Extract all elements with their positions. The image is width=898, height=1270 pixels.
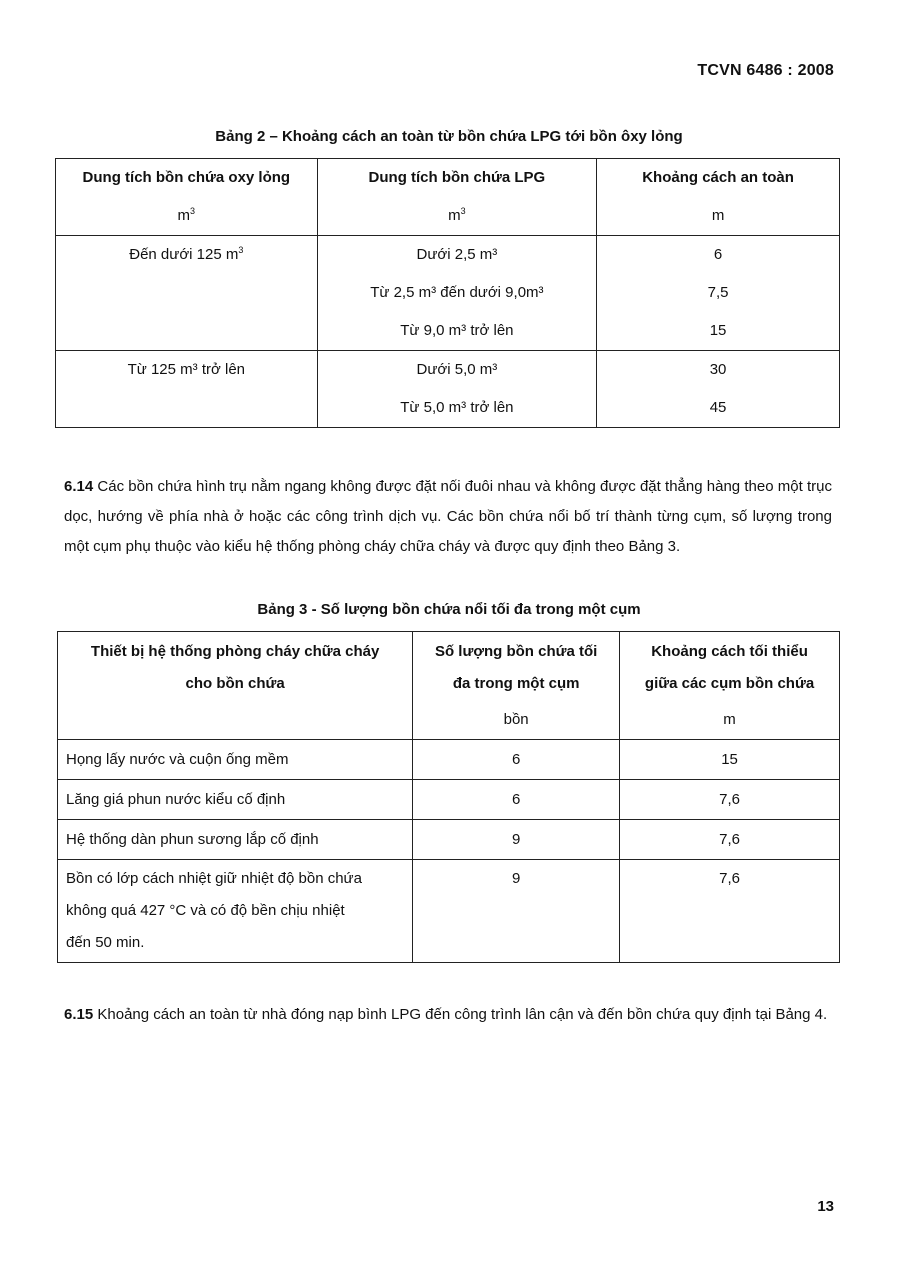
distance-cell xyxy=(620,860,840,963)
table-2-caption: Bảng 2 – Khoảng cách an toàn từ bồn chứa LPG tới bồn ôxy lỏng xyxy=(215,128,683,145)
table-row xyxy=(56,351,840,428)
count-value: 6 xyxy=(511,751,521,768)
header-line: Số lượng bồn chứa tối xyxy=(434,643,598,660)
standard-code: TCVN 6486 : 2008 xyxy=(697,62,834,79)
table-header-row xyxy=(56,159,840,236)
count-cell xyxy=(413,740,620,780)
section-number: 6.15 xyxy=(64,1006,94,1023)
oxygen-value: Đến dưới 125 $m^3$ xyxy=(129,245,244,263)
header-unit: $m^3$ xyxy=(177,206,196,224)
distance-value: 7,6 xyxy=(719,791,740,808)
header-line: Thiết bị hệ thống phòng cháy chữa cháy xyxy=(90,643,380,660)
header-min-distance xyxy=(620,632,840,740)
header-equipment xyxy=(58,632,413,740)
header-label: Dung tích bồn chứa oxy lỏng xyxy=(82,169,291,186)
lpg-value: Từ 5,0 m³ trở lên xyxy=(400,399,514,416)
distance-value: 6 xyxy=(713,246,723,263)
equipment-cell xyxy=(58,780,413,820)
equipment-line: Họng lấy nước và cuộn ống mềm xyxy=(66,751,289,768)
oxygen-cell xyxy=(56,351,318,428)
table-3 xyxy=(57,631,840,963)
section-6-14 xyxy=(64,472,832,562)
lpg-cell xyxy=(317,236,597,351)
lpg-value: Từ 2,5 m³ đến dưới 9,0m³ xyxy=(370,284,544,301)
distance-cell xyxy=(597,236,840,351)
table-header-row xyxy=(58,632,840,740)
equipment-line: Lăng giá phun nước kiểu cố định xyxy=(66,791,286,808)
page-number: 13 xyxy=(817,1198,834,1215)
equipment-line: Bồn có lớp cách nhiệt giữ nhiệt độ bồn chứa xyxy=(66,870,362,887)
equipment-line: đến 50 min. xyxy=(66,934,145,951)
header-line: Khoảng cách tối thiểu xyxy=(651,643,808,660)
distance-value: 15 xyxy=(709,322,727,339)
header-unit: $m^3$ xyxy=(448,206,466,224)
header-unit: bồn xyxy=(503,711,529,728)
table-2 xyxy=(55,158,840,428)
lpg-value: Dưới 2,5 m³ xyxy=(416,246,498,263)
header-safe-distance xyxy=(597,159,840,236)
count-value: 9 xyxy=(511,831,521,848)
oxygen-value: Từ 125 m³ trở lên xyxy=(127,361,246,378)
table-row xyxy=(58,820,840,860)
equipment-cell xyxy=(58,860,413,963)
header-unit: m xyxy=(711,207,725,224)
distance-value: 45 xyxy=(709,399,727,416)
table-3-caption: Bảng 3 - Số lượng bồn chứa nổi tối đa trong một cụm xyxy=(257,601,641,618)
distance-cell xyxy=(620,820,840,860)
header-unit: m xyxy=(723,711,736,728)
lpg-cell xyxy=(317,351,597,428)
count-cell xyxy=(413,860,620,963)
table-row xyxy=(58,780,840,820)
table-row xyxy=(56,236,840,351)
header-label: Dung tích bồn chứa LPG xyxy=(368,169,546,186)
equipment-line: không quá 427 °C và có độ bền chịu nhiệt xyxy=(66,902,345,919)
oxygen-cell xyxy=(56,236,318,351)
section-text: Các bồn chứa hình trụ nằm ngang không được đặt nối đuôi nhau và không được đặt thẳng hàng theo một trục dọc, hướng về phía nhà ở hoặc các công trình dịch vụ. Các bồn chứa nổi bố trí thành từng cụm, số lượng trong một cụm phụ thuộc vào kiểu hệ thống phòng cháy chữa cháy và được quy định theo Bảng 3. xyxy=(64,478,832,555)
distance-value: 30 xyxy=(709,361,727,378)
table-row xyxy=(58,740,840,780)
count-value: 9 xyxy=(511,870,521,887)
header-max-count xyxy=(413,632,620,740)
distance-cell xyxy=(620,740,840,780)
header-line: đa trong một cụm xyxy=(452,675,580,692)
distance-cell xyxy=(597,351,840,428)
table-row xyxy=(58,860,840,963)
section-text: Khoảng cách an toàn từ nhà đóng nạp bình LPG đến công trình lân cận và đến bồn chứa quy định tại Bảng 4. xyxy=(97,1006,828,1023)
header-label: Khoảng cách an toàn xyxy=(642,169,794,186)
header-line: giữa các cụm bồn chứa xyxy=(644,675,815,692)
equipment-line: Hệ thống dàn phun sương lắp cố định xyxy=(66,831,319,848)
count-value: 6 xyxy=(511,791,521,808)
count-cell xyxy=(413,780,620,820)
distance-value: 7,6 xyxy=(719,870,740,887)
header-oxygen-capacity xyxy=(56,159,318,236)
distance-cell xyxy=(620,780,840,820)
section-6-15 xyxy=(64,1000,832,1030)
lpg-value: Từ 9,0 m³ trở lên xyxy=(400,322,514,339)
equipment-cell xyxy=(58,820,413,860)
count-cell xyxy=(413,820,620,860)
distance-value: 7,6 xyxy=(719,831,740,848)
distance-value: 15 xyxy=(721,751,738,768)
lpg-value: Dưới 5,0 m³ xyxy=(416,361,498,378)
header-lpg-capacity xyxy=(317,159,597,236)
section-number: 6.14 xyxy=(64,478,94,495)
header-line: cho bồn chứa xyxy=(185,675,285,692)
equipment-cell xyxy=(58,740,413,780)
distance-value: 7,5 xyxy=(707,284,729,301)
